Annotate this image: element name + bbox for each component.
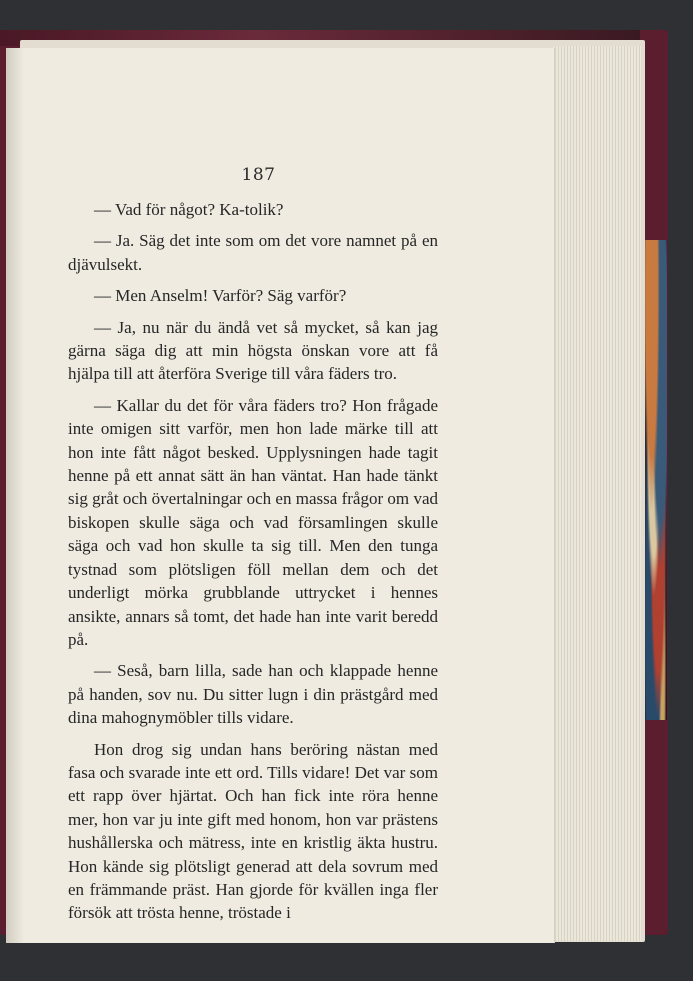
paragraph: Hon drog sig undan hans beröring nästan med fasa och svarade inte ett ord. Tills vidare! Det var som ett rapp över hjärtat. Och han fick inte röra henne mer, hon var ju inte gift med honom, hon var prästens hushållerska och mätress, inte en kristlig äkta hustru. Hon kände sig plötsligt generad att dela sovrum med en främmande präst. Han gjorde för kvällen inga fler försök att trösta henne, tröstade i: [68, 739, 438, 923]
page-number: 187: [241, 165, 276, 185]
paragraph: — Seså, barn lilla, sade han och klappade henne på handen, sov nu. Du sitter lugn i din prästgård med dina mahognymöbler tills vidare.: [68, 661, 438, 728]
paragraph: — Ja, nu när du ändå vet så mycket, så kan jag gärna säga dig att min högsta önskan vore att få hjälpa till att återföra Sverige till våra fäders tro.: [68, 317, 438, 384]
paragraph: — Ja. Säg det inte som om det vore namnet på en djävulsekt.: [68, 231, 438, 274]
page-text: [68, 198, 438, 925]
marbled-edge: [645, 240, 667, 720]
paragraph: — Vad för något? Ka-tolik?: [94, 200, 284, 219]
paragraph: — Men Anselm! Varför? Säg varför?: [94, 286, 347, 306]
paragraph: — Kallar du det för våra fäders tro? Hon frågade inte omigen sitt varför, men hon lade märke till att hon inte fått något besked. Upplysningen hade tagit henne på ett annat sätt än han väntat. Han hade tänkt sig gråt och övertalningar och en massa frågor om vad biskopen skulle säga och vad församlingen skulle säga och vad hon skulle ta sig till. Men den tunga tystnad som plötsligen föll mellan dem och det underligt mörka grubblande uttrycket i hennes ansikte, annars så tomt, det hade han inte varit beredd på.: [68, 395, 438, 649]
page-edges: [553, 46, 641, 941]
book-page: [6, 48, 555, 943]
gutter-shadow: [6, 48, 24, 943]
